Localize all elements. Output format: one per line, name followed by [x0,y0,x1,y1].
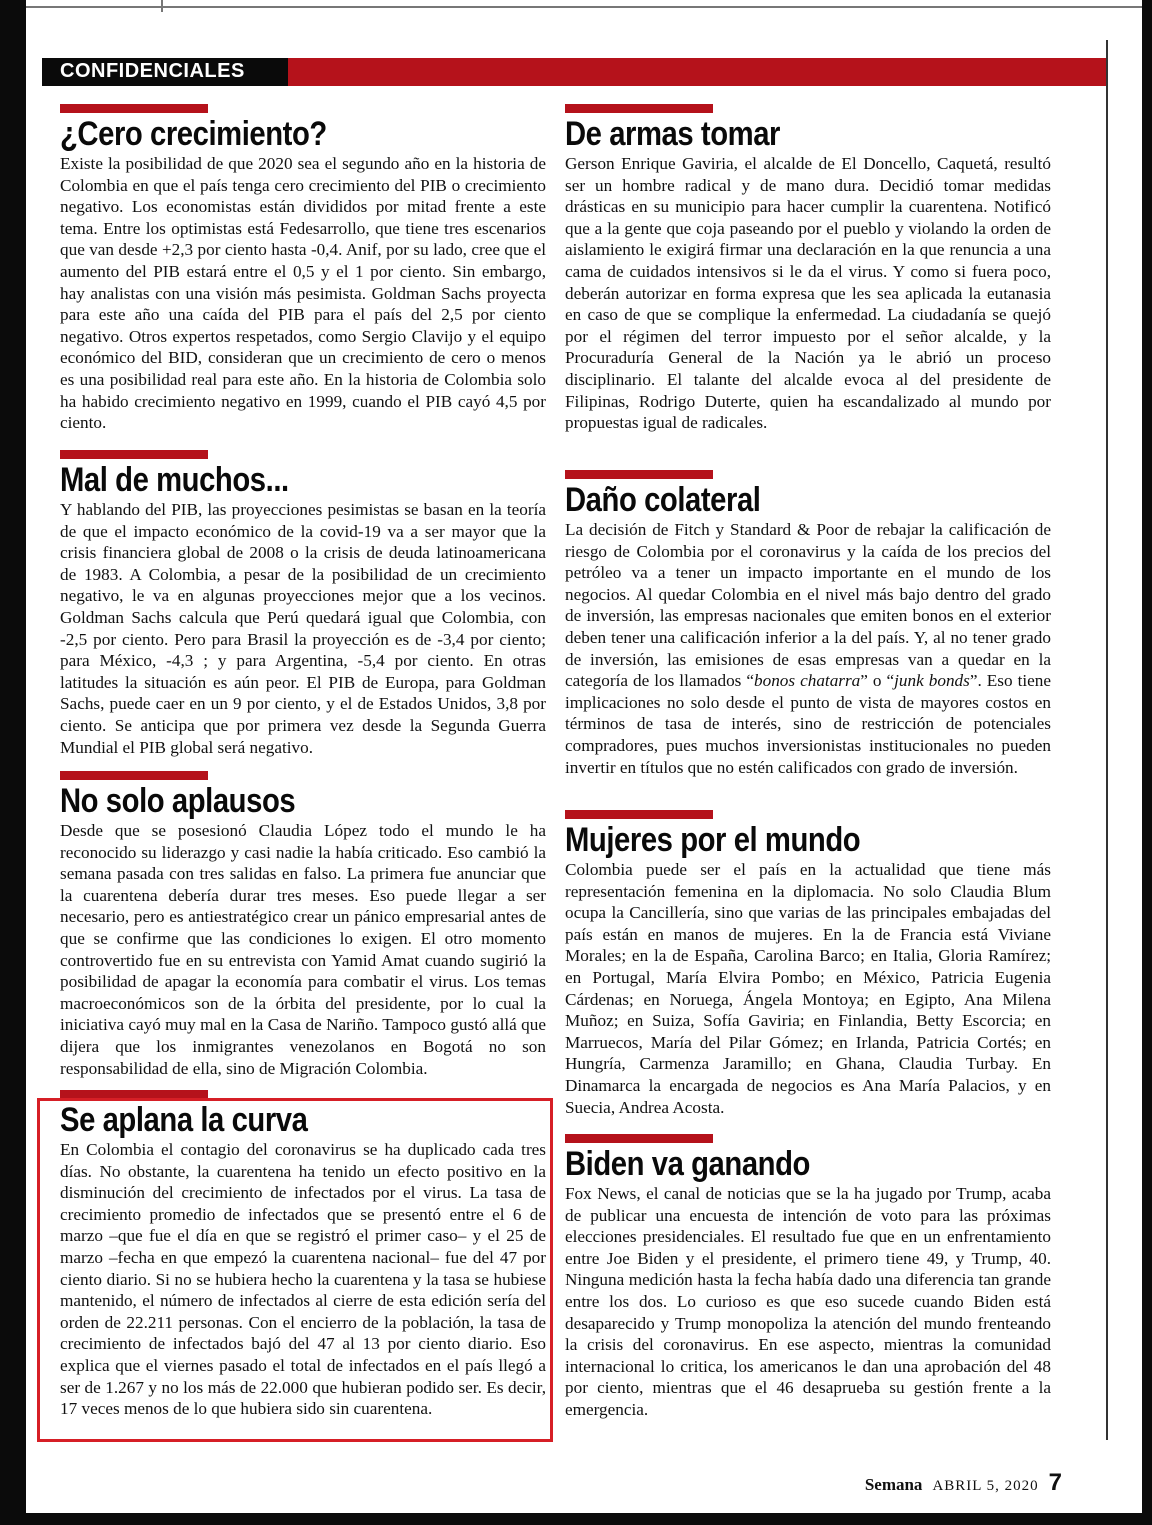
issue-date: ABRIL 5, 2020 [932,1478,1039,1494]
article-marker-bar [565,470,713,479]
article-marker-bar [60,450,208,459]
article-body: Colombia puede ser el país en la actualidad que tiene más representación femenina en la diplomacia. No solo Claudia Blum ocupa la Cancillería, sino que varias de las principales embajadas del país están en manos de mujeres. En la de Francia está Viviane Morales; en la de España, Carolina Barco; en Italia, Gloria Ramírez; en Portugal, María Elvira Pombo; en México, Patricia Eugenia Cárdenas; en Noruega, Ángela Montoya; en Egipto, Ana Milena Muñoz; en Suiza, Sofía Gaviria; en Finlandia, Betty Escorcia; en Marruecos, María del Pilar Gómez; en Irlanda, Patricia Cortés; en Hungría, Carmenza Jaramillo; en Ghana, Claudia Turbay. En Dinamarca la encargada de negocios es Ana María Palacios, y en Suecia, Andrea Acosta. [565,860,1051,1117]
section-title: CONFIDENCIALES [60,60,245,82]
page-footer [865,1469,1062,1497]
scan-edge-bottom [0,1513,1152,1525]
article-body: Existe la posibilidad de que 2020 sea el segundo año en la historia de Colombia en que el país tenga cero crecimiento del PIB o crecimiento negativo. Los economistas están divididos por mitad frente a este tema. Entre los optimistas está Fedesarrollo, que tiene tres escenarios que van desde +2,3 por ciento hasta -0,4. Anif, por su lado, cree que el aumento del PIB estará entre el 0,5 y el 1 por ciento. Sin embargo, hay analistas con una visión más pesimista. Goldman Sachs proyecta para este año una caída del PIB para el país del 2,5 por ciento negativo. Otros expertos respetados, como Sergio Clavijo y el equipo económico del BID, consideran que un crecimiento de cero o menos es una posibilidad real para este año. En la historia de Colombia solo ha habido crecimiento negativo en 1999, cuando el PIB cayó 4,5 por ciento. [60,154,546,433]
article-headline: Se aplana la curva [60,1101,308,1139]
article-body-part: ”. Eso tiene implicaciones no solo desde el punto de vista de mayores costos en términos de tasa de interés, sino de restricción de potenciales compradores, pues muchos inversionistas institucionales no pueden invertir en títulos que no estén calificados con grado de inversión. [565,671,1051,777]
page-number: 7 [1048,1469,1062,1496]
article-headline: De armas tomar [565,115,781,153]
article-marker-bar [565,104,713,113]
magazine-name: Semana [864,1475,923,1494]
article-body: En Colombia el contagio del coronavirus se ha duplicado cada tres días. No obstante, la cuarentena ha tenido un efecto positivo en la disminución del crecimiento de infectados por el virus. La tasa de crecimiento promedio de infectados que se presentó entre el 6 de marzo –que fue el día en que se registró el primer caso– y el 25 de marzo –fecha en que empezó la cuarentena nacional– fue del 47 por ciento diario. Si no se hubiera hecho la cuarentena y la tasa se hubiese mantenido, el número de infectados al cierre de esta edición sería del orden de 22.211 personas. Con el encierro de la población, la tasa de crecimiento de infectados bajó del 47 al 13 por ciento diario. Eso explica que el viernes pasado el total de infectados en el país llegó a ser de 1.267 y no los más de 22.000 que hubieran podido ser. Es decir, 17 veces menos de lo que hubiera sido sin cuarentena. [60,1140,546,1419]
article-body-part: ” o “ [860,671,895,691]
article-headline: ¿Cero crecimiento? [60,115,327,153]
article-biden-va-ganando [565,1134,1051,1421]
article-headline: Daño colateral [565,481,761,519]
scan-edge-right [1142,0,1152,1525]
article-de-armas-tomar [565,104,1051,434]
article-body: Desde que se posesionó Claudia López todo el mundo le ha reconocido su liderazgo y casi nadie la había criticado. Eso cambió la semana pasada con tres salidas en falso. La primera fue anunciar que la cuarentena debería durar tres meses. Eso puede llegar a ser necesario, pero es antiestratégico crear un pánico empresarial antes de que se confirme que las condiciones lo exigen. El otro momento controvertido fue en su entrevista con Yamid Amat cuando sugirió la posibilidad de apagar la economía para combatir el virus. Los temas macroeconómicos son de la órbita del presidente, por lo cual la iniciativa cayó muy mal en la Casa de Nariño. Tampoco gustó allá que dijera que los inmigrantes venezolanos en Bogotá no son responsabilidad de ella, sino de Migración Colombia. [60,821,546,1078]
scan-edge-left [0,0,26,1525]
article-headline: No solo aplausos [60,782,296,820]
scan-tick-mark [161,0,163,12]
article-body-part: La decisión de Fitch y Standard & Poor de rebajar la calificación de riesgo de Colombia por el coronavirus y la caída de los precios del petróleo va a tener un impacto importante en el mundo de los negocios. Al quedar Colombia en el nivel más bajo dentro del grado de inversión, las empresas nacionales que emiten bonos en el exterior deben tener una calificación inferior a la del país. Y, al no tener grado de inversión, las emisiones de esas empresas van a quedar en la categoría de los llamados “ [565,520,1051,691]
article-headline: Mujeres por el mundo [565,821,861,859]
article-body: Fox News, el canal de noticias que se la ha jugado por Trump, acaba de publicar una encuesta de intención de voto para las próximas elecciones presidenciales. El resultado fue que en un enfrentamiento entre Joe Biden y el presidente, el primero tiene 49, y Trump, 40. Ninguna medición hasta la fecha había dado una diferencia tan grande entre los dos. Lo curioso es que eso sucede cuando Biden está desaparecido y Trump monopoliza la atención del mundo frenteando la crisis del coronavirus. En ese aspecto, mientras la comunidad internacional lo critica, los americanos le dan una aprobación del 48 por ciento, mientras que el 46 desaprueba su gestión frente a la emergencia. [565,1184,1051,1419]
article-mal-de-muchos [60,450,546,758]
article-body [565,519,1051,778]
article-mujeres-por-el-mundo [565,810,1051,1118]
article-marker-bar [565,1134,713,1143]
article-no-solo-aplausos [60,771,546,1079]
article-dano-colateral [565,470,1051,778]
section-label-block [42,58,288,86]
article-body: Y hablando del PIB, las proyecciones pesimistas se basan en la teoría de que el impacto económico de la covid-19 va a ser mayor que la crisis financiera global de 2008 o la crisis de deuda latinoamericana de 1983. A Colombia, a pesar de la posibilidad de un crecimiento negativo, le va en algunas proyecciones mejor que a los vecinos. Goldman Sachs calcula que Perú quedará igual que Colombia, con -2,5 por ciento. Pero para Brasil la proyección es de -3,4 por ciento; para México, -4,3 ; y para Argentina, -5,4 por ciento. En otras latitudes la situación es aún peor. El PIB de Europa, para Goldman Sachs, puede caer en un 9 por ciento, y el de Estados Unidos, 3,8 por ciento. Se anticipa que por primera vez desde la Segunda Guerra Mundial el PIB global será negativo. [60,500,546,757]
article-headline: Biden va ganando [565,1145,810,1183]
article-body: Gerson Enrique Gaviria, el alcalde de El Doncello, Caquetá, resultó ser un hombre radical y de mano dura. Decidió tomar medidas drásticas en su municipio para hacer cumplir la cuarentena. Notificó que a la gente que coja paseando por el pueblo y violando la orden de aislamiento le exigirá firmar una declaración en la que renuncia a una cama de cuidados intensivos si le da el virus. Y como si fuera poco, deberán autorizar en forma expresa que les sea aplicada la eutanasia en caso de que se complique la enfermedad. La ciudadanía se quejó por el régimen del terror impuesto por el señor alcalde, y la Procuraduría General de la Nación ya le abrió un proceso disciplinario. El talante del alcalde evoca al del presidente de Filipinas, Rodrigo Duterte, quien ha escandalizado al mundo por propuestas igual de radicales. [565,154,1051,433]
article-body-italic: bonos chatarra [754,671,861,691]
article-cero-crecimiento [60,104,546,434]
article-body-italic: junk bonds [894,671,970,691]
scan-frame-top [26,6,1142,8]
article-headline: Mal de muchos... [60,461,289,499]
article-marker-bar [60,104,208,113]
article-marker-bar [565,810,713,819]
page-border-right [1106,40,1108,1440]
highlight-annotation-box [37,1098,553,1442]
article-marker-bar [60,771,208,780]
